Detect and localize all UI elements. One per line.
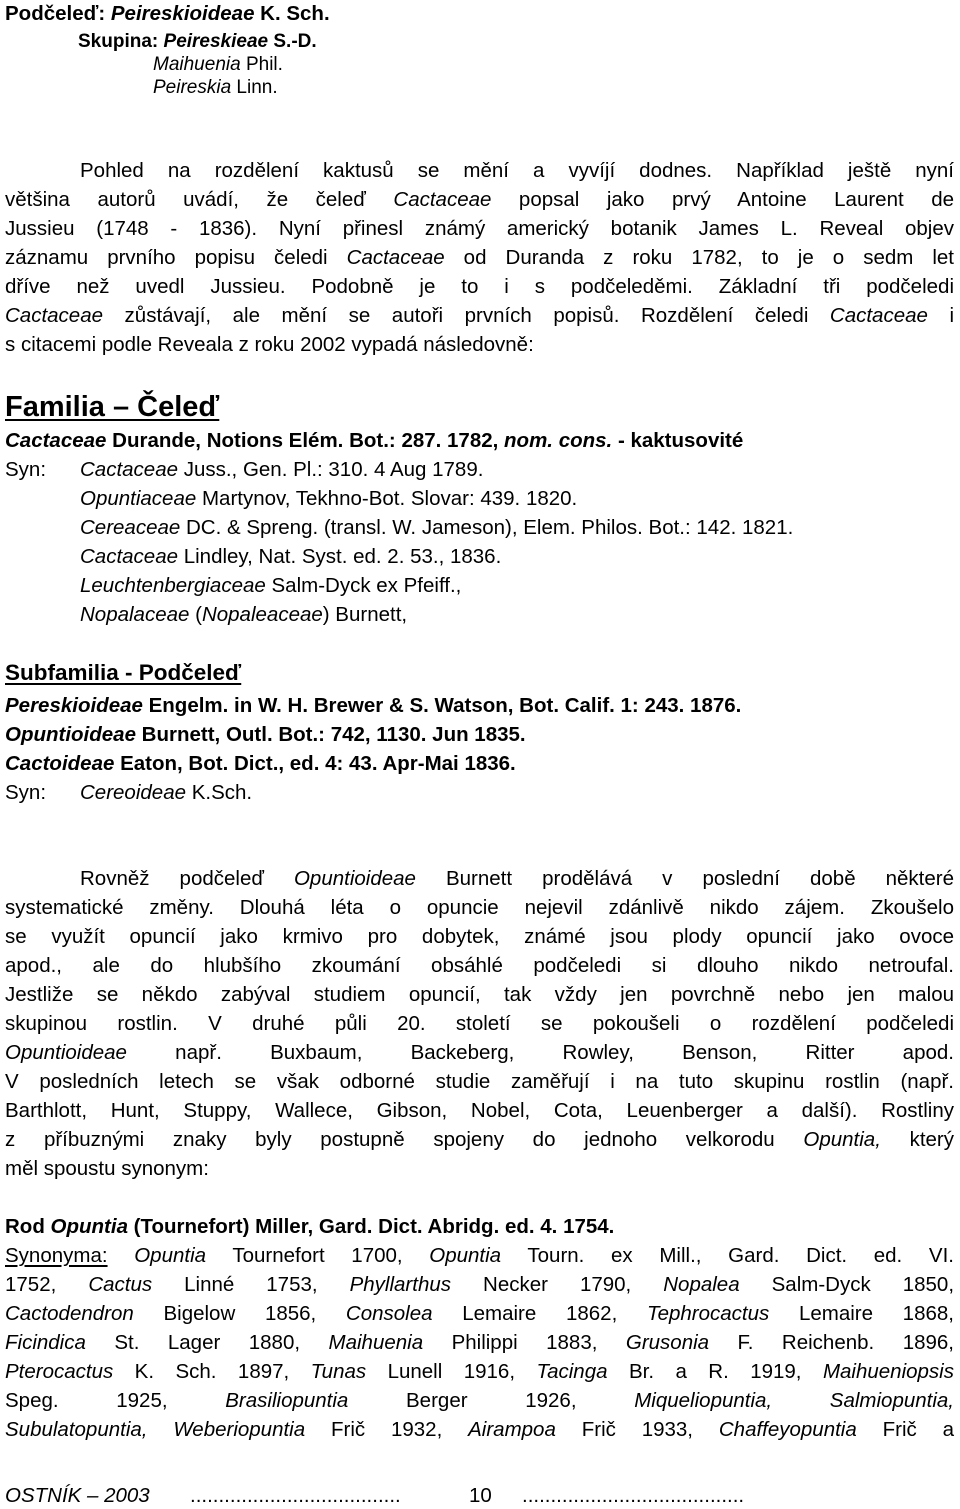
para2-line: Barthlott, Hunt, Stuppy, Wallece, Gibson, Nobel, Cota, Leuenberger a další). Rostliny — [5, 1099, 954, 1122]
para2-line: apod., ale do hlubšího zkoumání obsáhlé podčeledi si dlouho nikdo netroufal. — [5, 954, 954, 977]
subfamilia-item: Cactoideae Eaton, Bot. Dict., ed. 4: 43. Apr-Mai 1836. — [5, 752, 516, 775]
para2-line: měl spoustu synonym: — [5, 1157, 209, 1180]
para2-line: z příbuznými znaky byly postupně spojeny do jednoho velkorodu Opuntia, který — [5, 1128, 955, 1151]
familia-synonym: Cactaceae Lindley, Nat. Syst. ed. 2. 53., 1836. — [80, 545, 502, 568]
intro-line: Jussieu (1748 - 1836). Nyní přinesl známý americký botanik James L. Reveal objev — [5, 217, 954, 240]
header-genus-peireskia: Peireskia Linn. — [153, 77, 278, 98]
subfamilia-synonym: Cereoideae K.Sch. — [80, 781, 253, 804]
header-tribe: Skupina: Peireskieae S.-D. — [78, 31, 317, 52]
familia-synonym: Nopalaceae (Nopaleaceae) Burnett, — [80, 603, 408, 626]
familia-heading: Familia – Čeleď — [5, 391, 220, 423]
subfamilia-item: Pereskioideae Engelm. in W. H. Brewer & S. Watson, Bot. Calif. 1: 243. 1876. — [5, 694, 742, 717]
subfamilia-syn-label: Syn: — [5, 781, 47, 804]
para2-line: Jestliže se někdo zabýval studiem opuncií, tak vždy jen povrchně nebo jen malou — [5, 983, 954, 1006]
familia-synonym: Opuntiaceae Martynov, Tekhno-Bot. Slovar: 439. 1820. — [80, 487, 578, 510]
intro-line: záznamu prvního popisu čeledi Cactaceae od Duranda z roku 1782, to je o sedm let — [5, 246, 955, 269]
subfamilia-heading: Subfamilia - Podčeleď — [5, 660, 242, 685]
para2-line: se využít opuncií jako krmivo pro dobytek, známé jsou plody opuncií jako ovoce — [5, 925, 954, 948]
footer-dots-right: ....................................... — [522, 1484, 745, 1507]
rod-synonyms-line: Ficindica St. Lager 1880, Maihuenia Philippi 1883, Grusonia F. Reichenb. 1896, — [5, 1331, 954, 1354]
rod-synonyms-line: Cactodendron Bigelow 1856, Consolea Lemaire 1862, Tephrocactus Lemaire 1868, — [5, 1302, 954, 1325]
rod-synonyms-line: Speg. 1925, Brasiliopuntia Berger 1926, Miqueliopuntia, Salmiopuntia, — [5, 1389, 955, 1412]
intro-line: Pohled na rozdělení kaktusů se mění a vyvíjí dodnes. Například ještě nyní — [80, 159, 954, 182]
familia-synonym: Cactaceae Juss., Gen. Pl.: 310. 4 Aug 1789. — [80, 458, 484, 481]
header-subfamily: Podčeleď: Peireskioideae K. Sch. — [5, 2, 330, 25]
rod-synonyms-line: Synonyma: Opuntia Tournefort 1700, Opuntia Tourn. ex Mill., Gard. Dict. ed. VI. — [5, 1244, 954, 1267]
synonyma-label: Synonyma: — [5, 1244, 108, 1267]
intro-line: s citacemi podle Reveala z roku 2002 vypadá následovně: — [5, 333, 534, 356]
footer-page-number: 10 — [469, 1484, 492, 1507]
header-genus-maihuenia: Maihuenia Phil. — [153, 54, 283, 75]
familia-syn-label: Syn: — [5, 458, 47, 481]
subfamilia-item: Opuntioideae Burnett, Outl. Bot.: 742, 1130. Jun 1835. — [5, 723, 526, 746]
intro-line: Cactaceae zůstávají, ale mění se autoři prvních popisů. Rozdělení čeledi Cactaceae i — [5, 304, 954, 327]
familia-main-citation: Cactaceae Durande, Notions Elém. Bot.: 287. 1782, nom. cons. - kaktusovité — [5, 429, 744, 452]
para2-line: skupinou rostlin. V druhé půli 20. století se pokoušeli o rozdělení podčeledi — [5, 1012, 954, 1035]
para2-line: systematické změny. Dlouhá léta o opuncie nejevil zdánlivě nikdo zájem. Zkoušelo — [5, 896, 954, 919]
para2-line: Rovněž podčeleď Opuntioideae Burnett prodělává v poslední době některé — [80, 867, 954, 890]
para2-line: V posledních letech se však odborné studie zaměřují i na tuto skupinu rostlin (např. — [5, 1070, 954, 1093]
footer-journal: OSTNÍK – 2003 — [5, 1484, 150, 1507]
para2-line: Opuntioideae např. Buxbaum, Backeberg, Rowley, Benson, Ritter apod. — [5, 1041, 954, 1064]
familia-synonym: Leuchtenbergiaceae Salm-Dyck ex Pfeiff., — [80, 574, 462, 597]
familia-synonym: Cereaceae DC. & Spreng. (transl. W. Jameson), Elem. Philos. Bot.: 142. 1821. — [80, 516, 794, 539]
rod-synonyms-line: 1752, Cactus Linné 1753, Phyllarthus Necker 1790, Nopalea Salm-Dyck 1850, — [5, 1273, 955, 1296]
intro-line: většina autorů uvádí, že čeleď Cactaceae popsal jako prvý Antoine Laurent de — [5, 188, 954, 211]
intro-line: dříve než uvedl Jussieu. Podobně je to i s podčeleděmi. Základní tři podčeledi — [5, 275, 954, 298]
footer-dots-left: ..................................... — [190, 1484, 401, 1507]
rod-title: Rod Opuntia (Tournefort) Miller, Gard. Dict. Abridg. ed. 4. 1754. — [5, 1215, 615, 1238]
rod-synonyms-line: Subulatopuntia, Weberiopuntia Frič 1932, Airampoa Frič 1933, Chaffeyopuntia Frič a — [5, 1418, 954, 1441]
rod-synonyms-line: Pterocactus K. Sch. 1897, Tunas Lunell 1916, Tacinga Br. a R. 1919, Maihueniopsis — [5, 1360, 954, 1383]
